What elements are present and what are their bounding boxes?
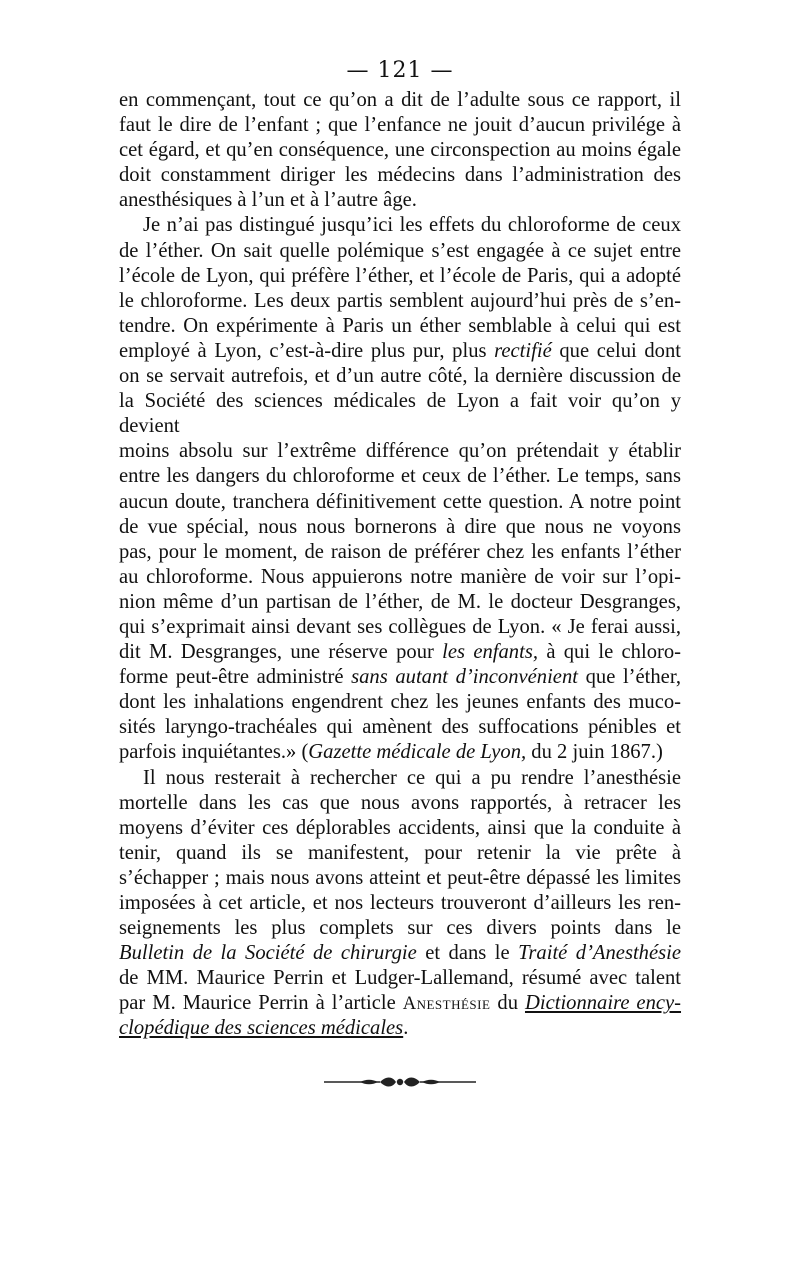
text-span: . <box>403 1017 409 1040</box>
text-line: doit constamment diriger les médecins dans l’administration des <box>119 164 681 187</box>
text-line <box>119 339 681 364</box>
text-line: tenir, quand ils se manifestent, pour retenir la vie prête à <box>119 841 681 864</box>
italic-citation: Gazette médicale de Lyon, <box>308 741 527 764</box>
text-span: que l’éther, <box>585 666 681 689</box>
text-line: mortelle dans les cas que nous avons rapportés, à retracer les <box>119 791 681 814</box>
text-line: en commençant, tout ce qu’on a dit de l’adulte sous ce rapport, il <box>119 89 681 111</box>
text-line: moins absolu sur l’extrême différence qu’on prétendait y établir <box>119 440 681 463</box>
italic-underlined-text: Dictionnaire ency- <box>524 992 682 1015</box>
text-line: au chloroforme. Nous appuierons notre manière de voir sur l’opi- <box>119 565 681 588</box>
text-line: Je n’ai pas distingué jusqu’ici les effets du chloroforme de ceux <box>143 214 681 237</box>
text-line <box>119 1016 681 1041</box>
text-line: Il nous resterait à rechercher ce qui a pu rendre l’anesthésie <box>143 766 681 789</box>
text-line: de MM. Maurice Perrin et Ludger-Lallemand, résumé avec talent <box>119 967 681 990</box>
text-line: de l’éther. On sait quelle polémique s’est engagée à ce sujet entre <box>119 239 681 262</box>
text-span: forme peut-être administré <box>119 666 344 689</box>
fleuron-divider-icon <box>320 1074 480 1090</box>
text-line: nion même d’un partisan de l’éther, de M. le docteur Desgranges, <box>119 590 681 613</box>
italic-underlined-text: clopédique des sciences médicales <box>119 1017 404 1040</box>
text-line <box>119 991 681 1016</box>
text-line: imposées à cet article, et nos lecteurs trouveront d’ailleurs les ren- <box>119 892 681 914</box>
text-line <box>119 665 681 690</box>
text-line: pas, pour le moment, de raison de préférer chez les enfants l’éther <box>119 540 681 563</box>
text-line <box>119 941 681 966</box>
text-line: de vue spécial, nous nous bornerons à dire que nous ne voyons <box>119 515 681 538</box>
text-span: et dans le <box>425 942 510 965</box>
text-line: sités laryngo-trachéales qui amènent des suffocations pénibles et <box>119 716 681 739</box>
text-line: dont les inhalations engendrent chez les jeunes enfants des muco- <box>119 691 681 714</box>
text-line: s’échapper ; mais nous avons atteint et peut-être dépassé les limites <box>119 866 681 889</box>
text-line <box>119 640 681 665</box>
text-line: aucun doute, tranchera définitivement cette question. A notre point <box>119 490 681 513</box>
text-span: parfois inquiétantes.» ( <box>119 741 309 764</box>
italic-text: les enfants, <box>442 641 538 664</box>
text-line: entre les dangers du chloroforme et ceux de l’éther. Le temps, sans <box>119 465 681 488</box>
text-line: qui s’exprimait ainsi devant ses collègues de Lyon. « Je ferai aussi, <box>119 615 681 638</box>
text-line: on se servait autrefois, et d’un autre côté, la dernière discussion de <box>119 365 681 388</box>
text-span: employé à Lyon, c’est-à-dire plus pur, plus <box>119 339 487 362</box>
text-span: que celui dont <box>559 339 681 362</box>
text-line: anesthésiques à l’un et à l’autre âge. <box>119 189 417 212</box>
text-line: seignements les plus complets sur ces divers points dans le <box>119 917 681 940</box>
text-line: moyens d’éviter ces déplorables accidents, ainsi que la conduite à <box>119 816 681 839</box>
text-span: dit M. Desgranges, une réserve pour <box>119 641 434 664</box>
text-line: l’école de Lyon, qui préfère l’éther, et l’école de Paris, qui a adopté <box>119 264 681 287</box>
text-span: du 2 juin 1867.) <box>526 741 663 764</box>
small-caps-text: Anesthésie <box>402 993 491 1015</box>
text-line: faut le dire de l’enfant ; que l’enfance ne jouit d’aucun privilége à <box>119 114 681 137</box>
italic-text: Traité d’Anesthésie <box>518 942 681 965</box>
page-number: — 121 — <box>346 58 454 83</box>
text-line: cet égard, et qu’en conséquence, une circonspection au moins égale <box>119 139 681 162</box>
text-line: tendre. On expérimente à Paris un éther semblable à celui qui est <box>119 314 681 337</box>
text-span: du <box>497 992 518 1015</box>
body-text <box>119 88 681 1042</box>
text-line: la Société des sciences médicales de Lyon a fait voir qu’on y devient <box>119 390 681 438</box>
italic-text: sans autant d’inconvénient <box>351 666 578 689</box>
text-line <box>119 740 681 765</box>
text-span: à qui le chloro- <box>546 641 682 664</box>
text-span: par M. Maurice Perrin à l’article <box>119 992 396 1015</box>
italic-text: Bulletin de la Société de chirurgie <box>119 942 417 965</box>
italic-text: rectifié <box>494 339 552 362</box>
text-line: le chloroforme. Les deux partis semblent aujourd’hui près de s’en- <box>119 289 681 312</box>
